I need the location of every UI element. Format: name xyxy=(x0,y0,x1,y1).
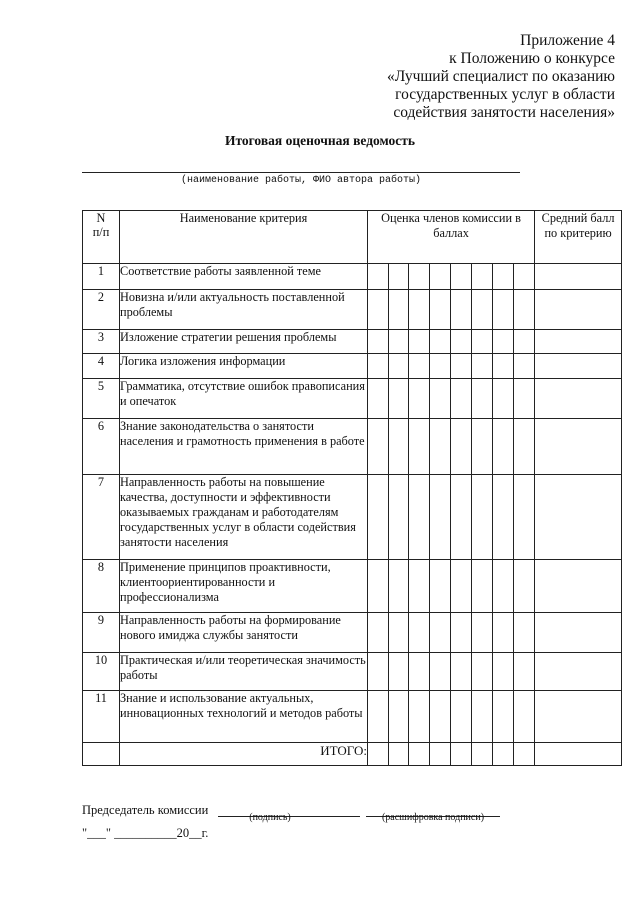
score-cell[interactable] xyxy=(493,264,514,290)
total-average-cell[interactable] xyxy=(535,743,622,766)
score-cell[interactable] xyxy=(409,475,430,560)
score-cell[interactable] xyxy=(472,330,493,354)
score-cell[interactable] xyxy=(472,264,493,290)
average-score-cell[interactable] xyxy=(535,264,622,290)
table-row xyxy=(83,264,622,290)
total-empty-cell xyxy=(83,743,120,766)
criterion-text: Логика изложения информации xyxy=(120,354,368,379)
score-cell[interactable] xyxy=(451,290,472,330)
score-cell[interactable] xyxy=(514,330,535,354)
chairman-label: Председатель комиссии xyxy=(82,803,209,817)
score-cell[interactable] xyxy=(514,379,535,419)
score-cell[interactable] xyxy=(368,613,389,653)
column-header-number-line2: п/п xyxy=(92,225,110,239)
score-cell[interactable] xyxy=(493,743,514,766)
score-cell[interactable] xyxy=(514,354,535,379)
row-number: 11 xyxy=(83,691,120,743)
average-score-cell[interactable] xyxy=(535,475,622,560)
score-cell[interactable] xyxy=(514,743,535,766)
score-cell[interactable] xyxy=(493,613,514,653)
score-cell[interactable] xyxy=(493,419,514,475)
score-cell[interactable] xyxy=(451,743,472,766)
score-cell[interactable] xyxy=(368,379,389,419)
score-cell[interactable] xyxy=(389,743,409,766)
header-line-3: «Лучший специалист по оказанию xyxy=(386,68,615,85)
row-number: 6 xyxy=(83,419,120,475)
score-cell[interactable] xyxy=(430,475,451,560)
table-row xyxy=(83,330,622,354)
score-cell[interactable] xyxy=(430,264,451,290)
score-cell[interactable] xyxy=(389,419,409,475)
score-cell[interactable] xyxy=(514,653,535,691)
criterion-text: Знание законодательства о занятости населения и грамотность применения в работе xyxy=(120,419,368,475)
score-cell[interactable] xyxy=(389,691,409,743)
score-cell[interactable] xyxy=(430,290,451,330)
row-number: 1 xyxy=(83,264,120,290)
score-cell[interactable] xyxy=(430,354,451,379)
score-cell[interactable] xyxy=(368,691,389,743)
score-cell[interactable] xyxy=(368,330,389,354)
score-cell[interactable] xyxy=(514,264,535,290)
score-cell[interactable] xyxy=(451,264,472,290)
score-cell[interactable] xyxy=(430,419,451,475)
average-score-cell[interactable] xyxy=(535,354,622,379)
row-number: 10 xyxy=(83,653,120,691)
row-number: 5 xyxy=(83,379,120,419)
header-line-4: государственных услуг в области xyxy=(395,86,615,103)
table-row xyxy=(83,475,622,560)
score-cell[interactable] xyxy=(451,560,472,613)
score-cell[interactable] xyxy=(389,560,409,613)
average-score-cell[interactable] xyxy=(535,419,622,475)
score-cell[interactable] xyxy=(493,354,514,379)
score-cell[interactable] xyxy=(514,560,535,613)
score-cell[interactable] xyxy=(389,354,409,379)
score-cell[interactable] xyxy=(493,475,514,560)
score-cell[interactable] xyxy=(389,264,409,290)
average-score-cell[interactable] xyxy=(535,691,622,743)
column-header-number xyxy=(83,211,120,264)
score-cell[interactable] xyxy=(389,475,409,560)
score-cell[interactable] xyxy=(409,653,430,691)
score-cell[interactable] xyxy=(368,354,389,379)
table-row xyxy=(83,653,622,691)
criterion-text: Применение принципов проактивности, клиентоориентированности и профессионализма xyxy=(120,560,368,613)
score-cell[interactable] xyxy=(430,653,451,691)
row-number: 4 xyxy=(83,354,120,379)
work-name-caption: (наименование работы, ФИО автора работы) xyxy=(180,175,422,186)
score-cell[interactable] xyxy=(493,691,514,743)
score-cell[interactable] xyxy=(368,560,389,613)
score-cell[interactable] xyxy=(514,475,535,560)
score-cell[interactable] xyxy=(368,743,389,766)
average-score-cell[interactable] xyxy=(535,330,622,354)
score-cell[interactable] xyxy=(430,691,451,743)
row-number: 2 xyxy=(83,290,120,330)
table-row xyxy=(83,691,622,743)
column-header-average: Средний балл по критерию xyxy=(535,211,622,264)
score-cell[interactable] xyxy=(451,419,472,475)
date-line[interactable]: "___" __________20__г. xyxy=(82,826,209,840)
row-number: 7 xyxy=(83,475,120,560)
table-header-row xyxy=(83,211,622,264)
document-title: Итоговая оценочная ведомость xyxy=(224,133,416,148)
score-cell[interactable] xyxy=(368,653,389,691)
criterion-text: Направленность работы на повышение качества, доступности и эффективности оказываемых гражданам и работодателям государственных услуг в области содействия занятости населения xyxy=(120,475,368,560)
average-score-cell[interactable] xyxy=(535,560,622,613)
criterion-text: Новизна и/или актуальность поставленной проблемы xyxy=(120,290,368,330)
signature-caption: (подпись) xyxy=(249,812,291,823)
score-cell[interactable] xyxy=(409,379,430,419)
criterion-text: Практическая и/или теоретическая значимость работы xyxy=(120,653,368,691)
table-row xyxy=(83,419,622,475)
average-score-cell[interactable] xyxy=(535,613,622,653)
criterion-text: Грамматика, отсутствие ошибок правописания и опечаток xyxy=(120,379,368,419)
score-cell[interactable] xyxy=(451,475,472,560)
score-cell[interactable] xyxy=(430,560,451,613)
header-line-5: содействия занятости населения» xyxy=(393,104,615,121)
score-cell[interactable] xyxy=(409,691,430,743)
score-cell[interactable] xyxy=(514,691,535,743)
criterion-text: Знание и использование актуальных, инновационных технологий и методов работы xyxy=(120,691,368,743)
score-cell[interactable] xyxy=(368,264,389,290)
score-cell[interactable] xyxy=(430,743,451,766)
criterion-text: Направленность работы на формирование нового имиджа службы занятости xyxy=(120,613,368,653)
row-number: 9 xyxy=(83,613,120,653)
average-score-cell[interactable] xyxy=(535,653,622,691)
score-cell[interactable] xyxy=(451,613,472,653)
score-cell[interactable] xyxy=(493,330,514,354)
score-cell[interactable] xyxy=(368,419,389,475)
decode-caption: (расшифровка подписи) xyxy=(381,812,485,823)
score-cell[interactable] xyxy=(389,290,409,330)
score-cell[interactable] xyxy=(409,264,430,290)
evaluation-table xyxy=(82,210,622,766)
table-row xyxy=(83,354,622,379)
score-cell[interactable] xyxy=(409,743,430,766)
score-cell[interactable] xyxy=(472,560,493,613)
score-cell[interactable] xyxy=(514,419,535,475)
score-cell[interactable] xyxy=(430,613,451,653)
score-cell[interactable] xyxy=(472,653,493,691)
total-label: ИТОГО: xyxy=(120,743,368,766)
score-cell[interactable] xyxy=(451,379,472,419)
score-cell[interactable] xyxy=(514,613,535,653)
appendix-header xyxy=(387,32,615,122)
average-score-cell[interactable] xyxy=(535,379,622,419)
score-cell[interactable] xyxy=(514,290,535,330)
criterion-text: Изложение стратегии решения проблемы xyxy=(120,330,368,354)
score-cell[interactable] xyxy=(472,691,493,743)
row-number: 8 xyxy=(83,560,120,613)
score-cell[interactable] xyxy=(368,290,389,330)
table-row xyxy=(83,613,622,653)
score-cell[interactable] xyxy=(409,354,430,379)
score-cell[interactable] xyxy=(389,653,409,691)
row-number: 3 xyxy=(83,330,120,354)
score-cell[interactable] xyxy=(493,290,514,330)
score-cell[interactable] xyxy=(389,613,409,653)
score-cell[interactable] xyxy=(368,475,389,560)
table-row xyxy=(83,560,622,613)
score-cell[interactable] xyxy=(493,379,514,419)
score-cell[interactable] xyxy=(472,379,493,419)
table-row xyxy=(83,379,622,419)
score-cell[interactable] xyxy=(451,653,472,691)
score-cell[interactable] xyxy=(493,560,514,613)
score-cell[interactable] xyxy=(430,379,451,419)
score-cell[interactable] xyxy=(472,354,493,379)
column-header-scores: Оценка членов комиссии в баллах xyxy=(368,211,535,264)
header-line-2: к Положению о конкурсе xyxy=(449,50,615,67)
score-cell[interactable] xyxy=(409,330,430,354)
score-cell[interactable] xyxy=(389,330,409,354)
score-cell[interactable] xyxy=(451,330,472,354)
score-cell[interactable] xyxy=(493,653,514,691)
score-cell[interactable] xyxy=(409,419,430,475)
score-cell[interactable] xyxy=(472,419,493,475)
score-cell[interactable] xyxy=(472,613,493,653)
score-cell[interactable] xyxy=(451,691,472,743)
work-name-field[interactable] xyxy=(82,172,520,173)
score-cell[interactable] xyxy=(409,290,430,330)
score-cell[interactable] xyxy=(430,330,451,354)
criterion-text: Соответствие работы заявленной теме xyxy=(120,264,368,290)
score-cell[interactable] xyxy=(389,379,409,419)
table-row xyxy=(83,290,622,330)
score-cell[interactable] xyxy=(451,354,472,379)
score-cell[interactable] xyxy=(472,475,493,560)
score-cell[interactable] xyxy=(409,613,430,653)
score-cell[interactable] xyxy=(472,290,493,330)
score-cell[interactable] xyxy=(409,560,430,613)
column-header-criterion: Наименование критерия xyxy=(120,211,368,264)
column-header-number-line1: N xyxy=(96,211,106,225)
average-score-cell[interactable] xyxy=(535,290,622,330)
score-cell[interactable] xyxy=(472,743,493,766)
header-line-1: Приложение 4 xyxy=(520,32,615,49)
total-row xyxy=(83,743,622,766)
